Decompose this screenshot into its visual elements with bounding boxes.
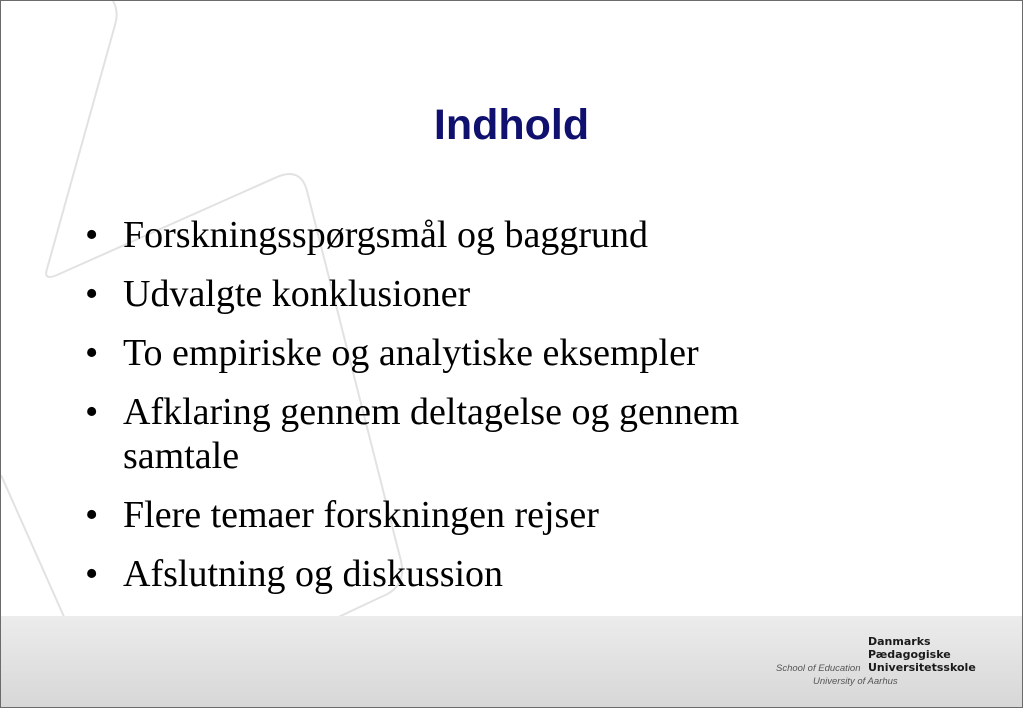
slide-title: Indhold	[433, 101, 590, 149]
logo-name-line-1: Danmarks	[868, 635, 931, 648]
university-logo	[771, 635, 976, 695]
logo-school-label: School of Education	[776, 663, 861, 674]
list-item	[85, 552, 845, 596]
bullet-text: Udvalgte konklusioner	[123, 273, 471, 315]
bullet-text: Flere temaer forskningen rejser	[123, 494, 599, 536]
bullet-dot: •	[85, 273, 99, 315]
bullet-text: Forskningsspørgsmål og baggrund	[123, 214, 648, 256]
list-item	[85, 272, 845, 316]
list-item	[85, 390, 845, 478]
list-item	[85, 213, 845, 257]
bullet-dot: •	[85, 391, 99, 433]
logo-university-label: University of Aarhus	[813, 676, 898, 687]
logo-name-line-3: Universitetsskole	[868, 661, 976, 674]
logo-name	[868, 635, 976, 674]
list-item	[85, 493, 845, 537]
list-item	[85, 331, 845, 375]
bullet-dot: •	[85, 553, 99, 595]
logo-name-line-2: Pædagogiske	[868, 648, 951, 661]
bullet-dot: •	[85, 494, 99, 536]
bullet-text: Afklaring gennem deltagelse og gennem samtale	[123, 391, 740, 477]
bullet-list	[85, 213, 845, 611]
bullet-text: To empiriske og analytiske eksempler	[123, 332, 699, 374]
bullet-dot: •	[85, 332, 99, 374]
bullet-text: Afslutning og diskussion	[123, 553, 504, 595]
bullet-dot: •	[85, 214, 99, 256]
